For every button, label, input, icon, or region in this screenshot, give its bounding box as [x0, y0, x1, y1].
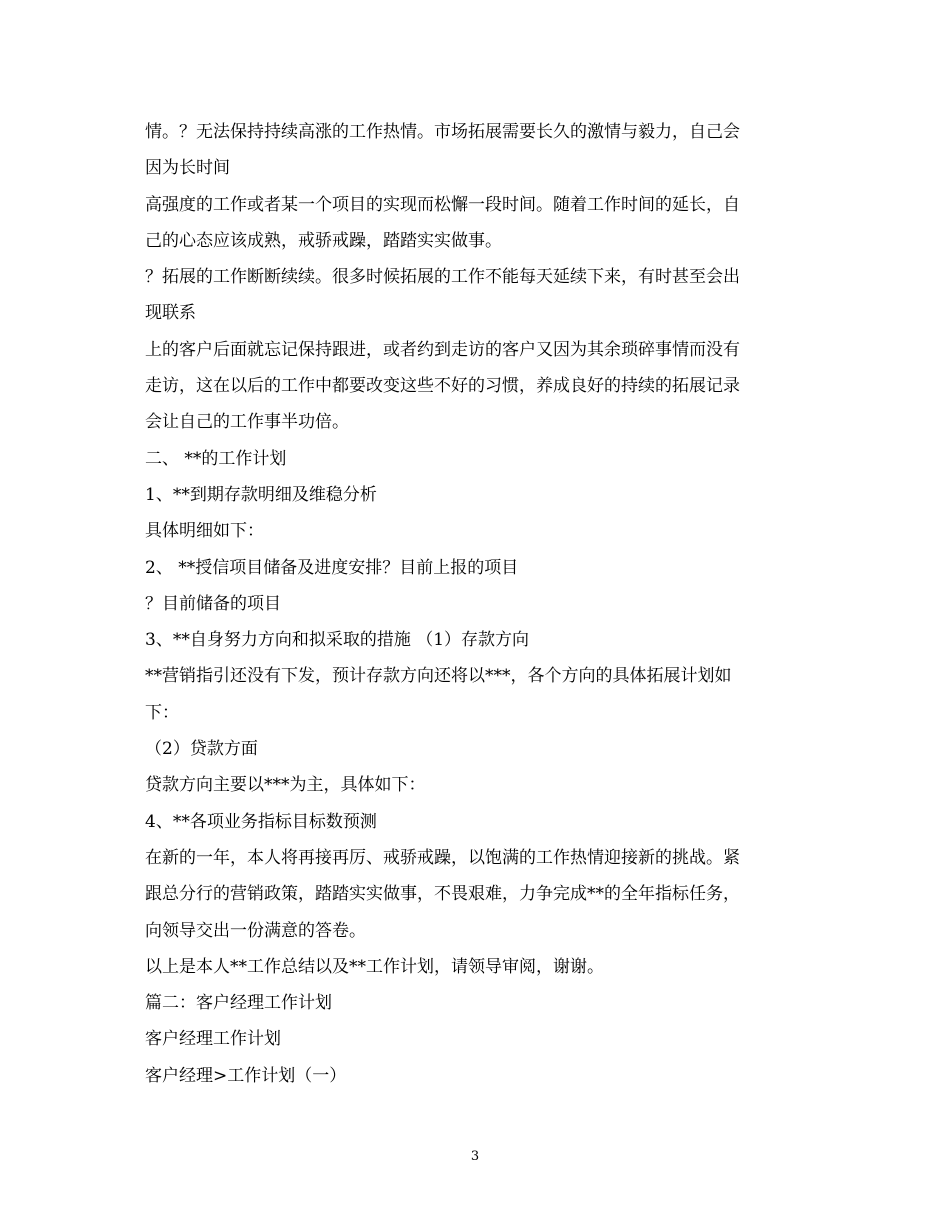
section-heading: 篇二：客户经理工作计划 — [145, 993, 332, 1014]
text-line: 下： — [145, 702, 179, 723]
text-line: 在新的一年，本人将再接再厉、戒骄戒躁，以饱满的工作热情迎接新的挑战。紧 — [145, 847, 740, 868]
text-line: 走访，这在以后的工作中都要改变这些不好的习惯，养成良好的持续的拓展记录 — [145, 376, 740, 397]
text-line: 跟总分行的营销政策，踏踏实实做事，不畏艰难，力争完成**的全年指标任务， — [145, 884, 740, 905]
text-line: 情。？无法保持持续高涨的工作热情。市场拓展需要长久的激情与毅力，自己会 — [145, 122, 740, 142]
text-line: ？目前储备的项目 — [145, 593, 281, 614]
text-line: ？拓展的工作断断续续。很多时候拓展的工作不能每天延续下来，有时甚至会出 — [145, 267, 740, 288]
text-line: 会让自己的工作事半功倍。 — [145, 412, 349, 433]
text-line: 现联系 — [145, 303, 196, 324]
text-line: 因为长时间 — [145, 158, 230, 179]
text-line: 客户经理工作计划 — [145, 1029, 281, 1050]
list-item: 2、 **授信项目储备及进度安排？目前上报的项目 — [145, 557, 519, 578]
text-line: 向领导交出一份满意的答卷。 — [145, 920, 366, 941]
list-item: 3、**自身努力方向和拟采取的措施 （1）存款方向 — [145, 630, 530, 651]
text-line: 具体明细如下： — [145, 521, 264, 542]
list-item: 1、**到期存款明细及维稳分析 — [145, 484, 377, 505]
text-line: 以上是本人**工作总结以及**工作计划，请领导审阅，谢谢。 — [145, 956, 604, 977]
section-heading: 二、 **的工作计划 — [145, 448, 287, 469]
text-line: （2）贷款方面 — [145, 739, 258, 760]
text-line: 高强度的工作或者某一个项目的实现而松懈一段时间。随着工作时间的延长，自 — [145, 194, 740, 215]
text-line: 上的客户后面就忘记保持跟进，或者约到走访的客户又因为其余琐碎事情而没有 — [145, 339, 740, 360]
text-line: 客户经理>工作计划（一） — [145, 1065, 347, 1086]
text-line: 贷款方向主要以***为主，具体如下： — [145, 775, 426, 796]
page-number: 3 — [470, 1149, 480, 1164]
text-line: 己的心态应该成熟，戒骄戒躁，踏踏实实做事。 — [145, 230, 502, 251]
list-item: 4、**各项业务指标目标数预测 — [145, 811, 377, 832]
document-body — [145, 114, 810, 1094]
text-line: **营销指引还没有下发，预计存款方向还将以***，各个方向的具体拓展计划如 — [145, 666, 732, 687]
